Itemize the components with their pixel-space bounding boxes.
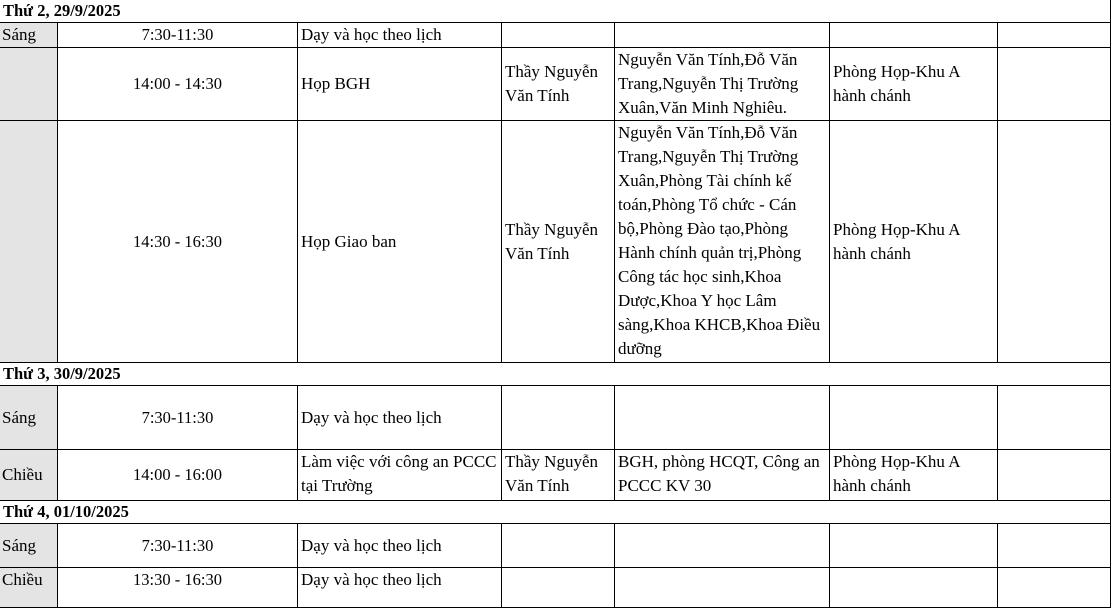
content-cell: Dạy và học theo lịch — [298, 524, 502, 568]
participants-cell: BGH, phòng HCQT, Công an PCCC KV 30 — [615, 450, 830, 501]
participants-cell: Nguyễn Văn Tính,Đỗ Văn Trang,Nguyễn Thị Trường Xuân,Phòng Tài chính kế toán,Phòng Tổ chức - Cán bộ,Phòng Đào tạo,Phòng Hành chính quản trị,Phòng Công tác học sinh,Khoa Dược,Khoa Y học Lâm sàng,Khoa KHCB,Khoa Điều dưỡng — [615, 121, 830, 363]
table-row — [0, 450, 1111, 501]
time-cell: 14:00 - 14:30 — [58, 48, 298, 121]
location-cell — [830, 23, 998, 48]
location-cell: Phòng Họp-Khu A hành chánh — [830, 450, 998, 501]
time-cell: 14:00 - 16:00 — [58, 450, 298, 501]
table-row — [0, 568, 1111, 608]
day-header-row — [0, 363, 1111, 386]
day-header: Thứ 3, 30/9/2025 — [0, 363, 1111, 386]
day-header-row — [0, 501, 1111, 524]
time-cell: 14:30 - 16:30 — [58, 121, 298, 363]
table-row — [0, 386, 1111, 450]
chair-cell: Thầy Nguyễn Văn Tính — [502, 121, 615, 363]
session-cell: Chiều — [0, 568, 58, 608]
time-cell: 7:30-11:30 — [58, 524, 298, 568]
time-cell: 7:30-11:30 — [58, 386, 298, 450]
content-cell: Dạy và học theo lịch — [298, 386, 502, 450]
session-cell — [0, 121, 58, 363]
participants-cell — [615, 568, 830, 608]
time-cell: 7:30-11:30 — [58, 23, 298, 48]
day-header-row — [0, 0, 1111, 23]
note-cell — [998, 48, 1111, 121]
location-cell: Phòng Họp-Khu A hành chánh — [830, 121, 998, 363]
session-cell: Sáng — [0, 386, 58, 450]
table-row — [0, 48, 1111, 121]
note-cell — [998, 450, 1111, 501]
chair-cell — [502, 23, 615, 48]
chair-cell: Thầy Nguyễn Văn Tính — [502, 450, 615, 501]
participants-cell — [615, 386, 830, 450]
day-header: Thứ 2, 29/9/2025 — [0, 0, 1111, 23]
table-row — [0, 23, 1111, 48]
content-cell: Làm việc với công an PCCC tại Trường — [298, 450, 502, 501]
note-cell — [998, 568, 1111, 608]
note-cell — [998, 524, 1111, 568]
note-cell — [998, 23, 1111, 48]
note-cell — [998, 386, 1111, 450]
session-cell: Chiều — [0, 450, 58, 501]
participants-cell: Nguyễn Văn Tính,Đỗ Văn Trang,Nguyễn Thị Trường Xuân,Văn Minh Nghiêu. — [615, 48, 830, 121]
participants-cell — [615, 524, 830, 568]
location-cell — [830, 568, 998, 608]
content-cell: Họp Giao ban — [298, 121, 502, 363]
content-cell: Dạy và học theo lịch — [298, 23, 502, 48]
day-header: Thứ 4, 01/10/2025 — [0, 501, 1111, 524]
chair-cell — [502, 568, 615, 608]
session-cell: Sáng — [0, 23, 58, 48]
chair-cell: Thầy Nguyễn Văn Tính — [502, 48, 615, 121]
participants-cell — [615, 23, 830, 48]
content-cell: Dạy và học theo lịch — [298, 568, 502, 608]
time-cell: 13:30 - 16:30 — [58, 568, 298, 608]
session-cell: Sáng — [0, 524, 58, 568]
chair-cell — [502, 524, 615, 568]
content-cell: Họp BGH — [298, 48, 502, 121]
session-cell — [0, 48, 58, 121]
chair-cell — [502, 386, 615, 450]
location-cell — [830, 386, 998, 450]
table-row — [0, 524, 1111, 568]
location-cell: Phòng Họp-Khu A hành chánh — [830, 48, 998, 121]
note-cell — [998, 121, 1111, 363]
location-cell — [830, 524, 998, 568]
table-row — [0, 121, 1111, 363]
